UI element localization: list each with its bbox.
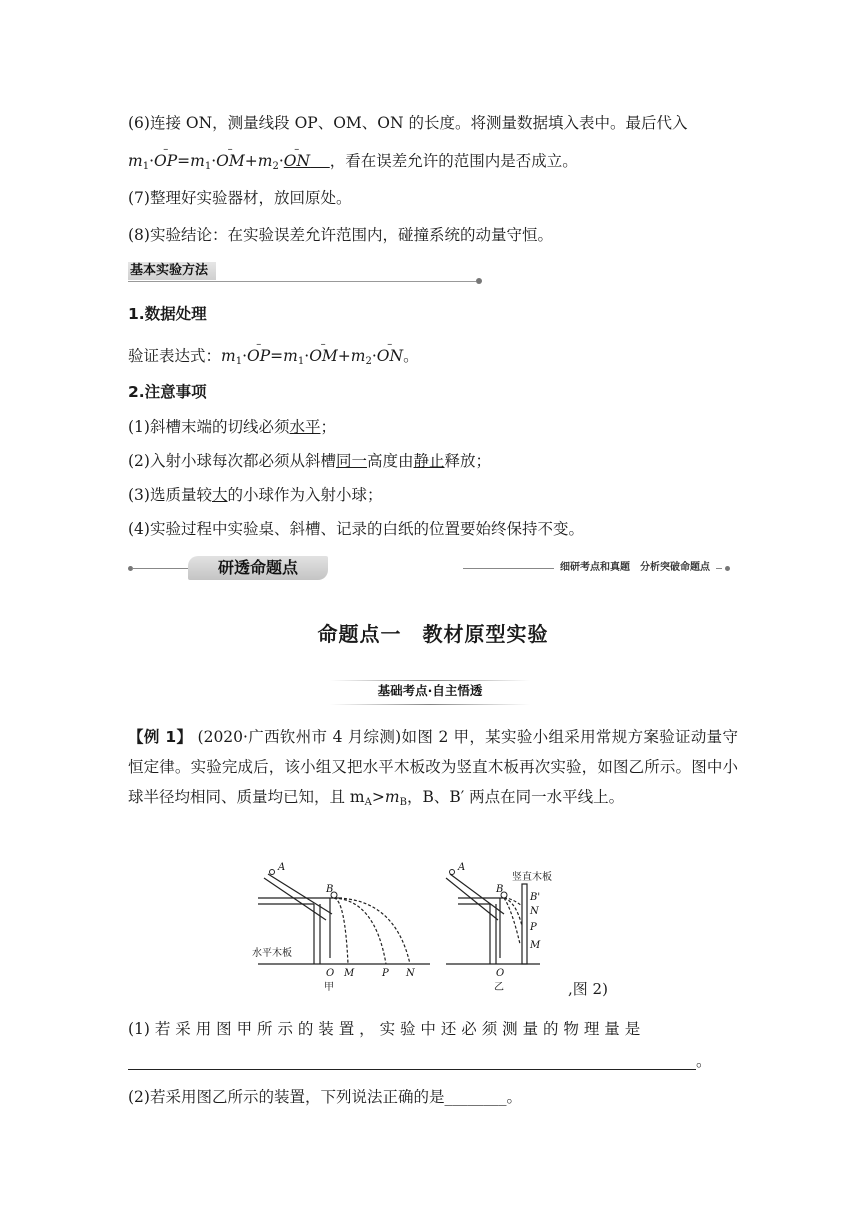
label-b-left: B bbox=[326, 884, 334, 895]
figure-diagram bbox=[250, 858, 630, 994]
section-basic-method-label: 基本实验方法 bbox=[128, 262, 216, 280]
note-1 bbox=[128, 416, 738, 438]
note-2-pre: (2)入射小球每次都必须从斜槽 bbox=[128, 452, 336, 470]
caption-left: 甲 bbox=[324, 982, 334, 993]
example-paragraph: 【例 1】 (2020·广西钦州市 4 月综测)如图 2 甲，某实验小组采用常规方案验证动量守恒定律。实验完成后，该小组又把水平木板改为竖直木板再次实验，如图乙所示。图中小球半径均相同、质量均已知，且 $m_A>m_B$，B、B′ 两点在同一水平线上。 bbox=[128, 728, 738, 808]
question-1-blank bbox=[128, 1050, 738, 1072]
note-3-underlined: 大 bbox=[211, 486, 228, 504]
question-1-end: 。 bbox=[696, 1052, 712, 1070]
note-4: (4)实验过程中实验桌、斜槽、记录的白纸的位置要始终保持不变。 bbox=[128, 520, 584, 538]
note-1-underlined: 水平 bbox=[289, 418, 321, 436]
label-m-left: M bbox=[344, 968, 355, 979]
label-o-left: O bbox=[326, 968, 335, 979]
banner-dot-right bbox=[725, 566, 730, 571]
subhead-box bbox=[330, 680, 530, 706]
label-b-prime-right: B' bbox=[530, 892, 541, 903]
left-path-p bbox=[334, 898, 386, 964]
verify-expression-label: 验证表达式： bbox=[128, 347, 222, 365]
banner-label: 研透命题点 bbox=[188, 556, 328, 580]
caption-right: 乙 bbox=[494, 982, 504, 993]
label-a-right: A bbox=[458, 862, 466, 873]
note-3-post: 的小球作为入射小球； bbox=[227, 486, 383, 504]
example-text-2: ，B、B′ 两点在同一水平线上。 bbox=[406, 788, 625, 806]
label-a-left: A bbox=[278, 862, 286, 873]
right-ball-a bbox=[450, 870, 455, 875]
subhead-rule-bottom bbox=[330, 704, 530, 705]
label-m-right: M bbox=[530, 940, 541, 951]
note-1-post: ； bbox=[320, 418, 336, 436]
label-b-right: B bbox=[496, 884, 504, 895]
step-6-formula: $m_1\cdot-$ $OP=m_1\cdot-$ $OM+m_2\cdot-$ ON ，看在误差允许的范围内是否成立。 bbox=[128, 150, 738, 178]
banner-rule-left bbox=[132, 568, 188, 569]
label-vertical-board: 竖直木板 bbox=[512, 872, 552, 883]
right-path-3 bbox=[504, 898, 520, 944]
label-horizontal-board: 水平木板 bbox=[252, 948, 292, 959]
left-ramp-2 bbox=[268, 874, 332, 914]
subhead-rule-top bbox=[330, 680, 530, 681]
figure-2 bbox=[250, 858, 630, 994]
notes-heading: 2.注意事项 bbox=[128, 383, 207, 401]
note-2-underlined-2: 静止 bbox=[413, 452, 445, 470]
label-p-right: P bbox=[530, 922, 537, 933]
data-processing-heading: 1.数据处理 bbox=[128, 305, 207, 323]
banner-right-text: 细研考点和真题 分析突破命题点 bbox=[554, 560, 716, 576]
example-tag: 【例 1】 bbox=[128, 728, 193, 746]
step-6-tail: ，看在误差允许的范围内是否成立。 bbox=[329, 152, 578, 170]
section-banner bbox=[128, 556, 738, 580]
note-3-pre: (3)选质量较 bbox=[128, 486, 212, 504]
subhead-text: 基础考点·自主悟透 bbox=[377, 683, 483, 698]
section-rule bbox=[128, 281, 476, 282]
answer-blank-line[interactable] bbox=[128, 1053, 696, 1070]
note-3 bbox=[128, 484, 738, 506]
label-p-left: P bbox=[382, 968, 389, 979]
step-7-text: (7)整理好实验器材，放回原处。 bbox=[128, 189, 352, 207]
figure-caption: ,图 2) bbox=[568, 980, 608, 998]
question-2: (2)若采用图乙所示的装置，下列说法正确的是________。 bbox=[128, 1088, 522, 1106]
left-ball-a bbox=[270, 870, 275, 875]
step-6-text: (6)连接 ON，测量线段 OP、OM、ON 的长度。将测量数据填入表中。最后代入 bbox=[128, 114, 688, 132]
left-path-m bbox=[334, 898, 348, 964]
section-dot bbox=[476, 278, 482, 284]
note-2 bbox=[128, 450, 738, 472]
example-text: (2020·广西钦州市 4 月综测)如图 2 甲，某实验小组采用常规方案验证动量守恒定律。实验完成后，该小组又把水平木板改为竖直木板再次实验，如图乙所示。图中小球半径均相同、质量均已知，且 m bbox=[128, 728, 738, 806]
left-ramp bbox=[264, 878, 326, 920]
label-n-left: N bbox=[406, 968, 415, 979]
step-8-text: (8)实验结论：在实验误差允许范围内，碰撞系统的动量守恒。 bbox=[128, 226, 553, 244]
note-2-underlined-1: 同一 bbox=[335, 452, 367, 470]
note-2-post: 释放； bbox=[444, 452, 492, 470]
verify-expression: 验证表达式：$m_1\cdot-$ $OP=m_1\cdot-$ $OM+m_2\cdot-$ ON。 bbox=[128, 345, 738, 373]
note-1-pre: (1)斜槽末端的切线必须 bbox=[128, 418, 290, 436]
label-o-right: O bbox=[496, 968, 505, 979]
topic-title: 命题点一 教材原型实验 bbox=[317, 622, 549, 646]
question-1: (1) 若 采 用 图 甲 所 示 的 装 置 ， 实 验 中 还 必 须 测 量 的 物 理 量 是 bbox=[128, 1020, 641, 1038]
note-2-mid: 高度由 bbox=[366, 452, 414, 470]
label-n-right: N bbox=[530, 906, 539, 917]
vertical-board bbox=[522, 884, 527, 964]
section-basic-method bbox=[128, 262, 482, 282]
